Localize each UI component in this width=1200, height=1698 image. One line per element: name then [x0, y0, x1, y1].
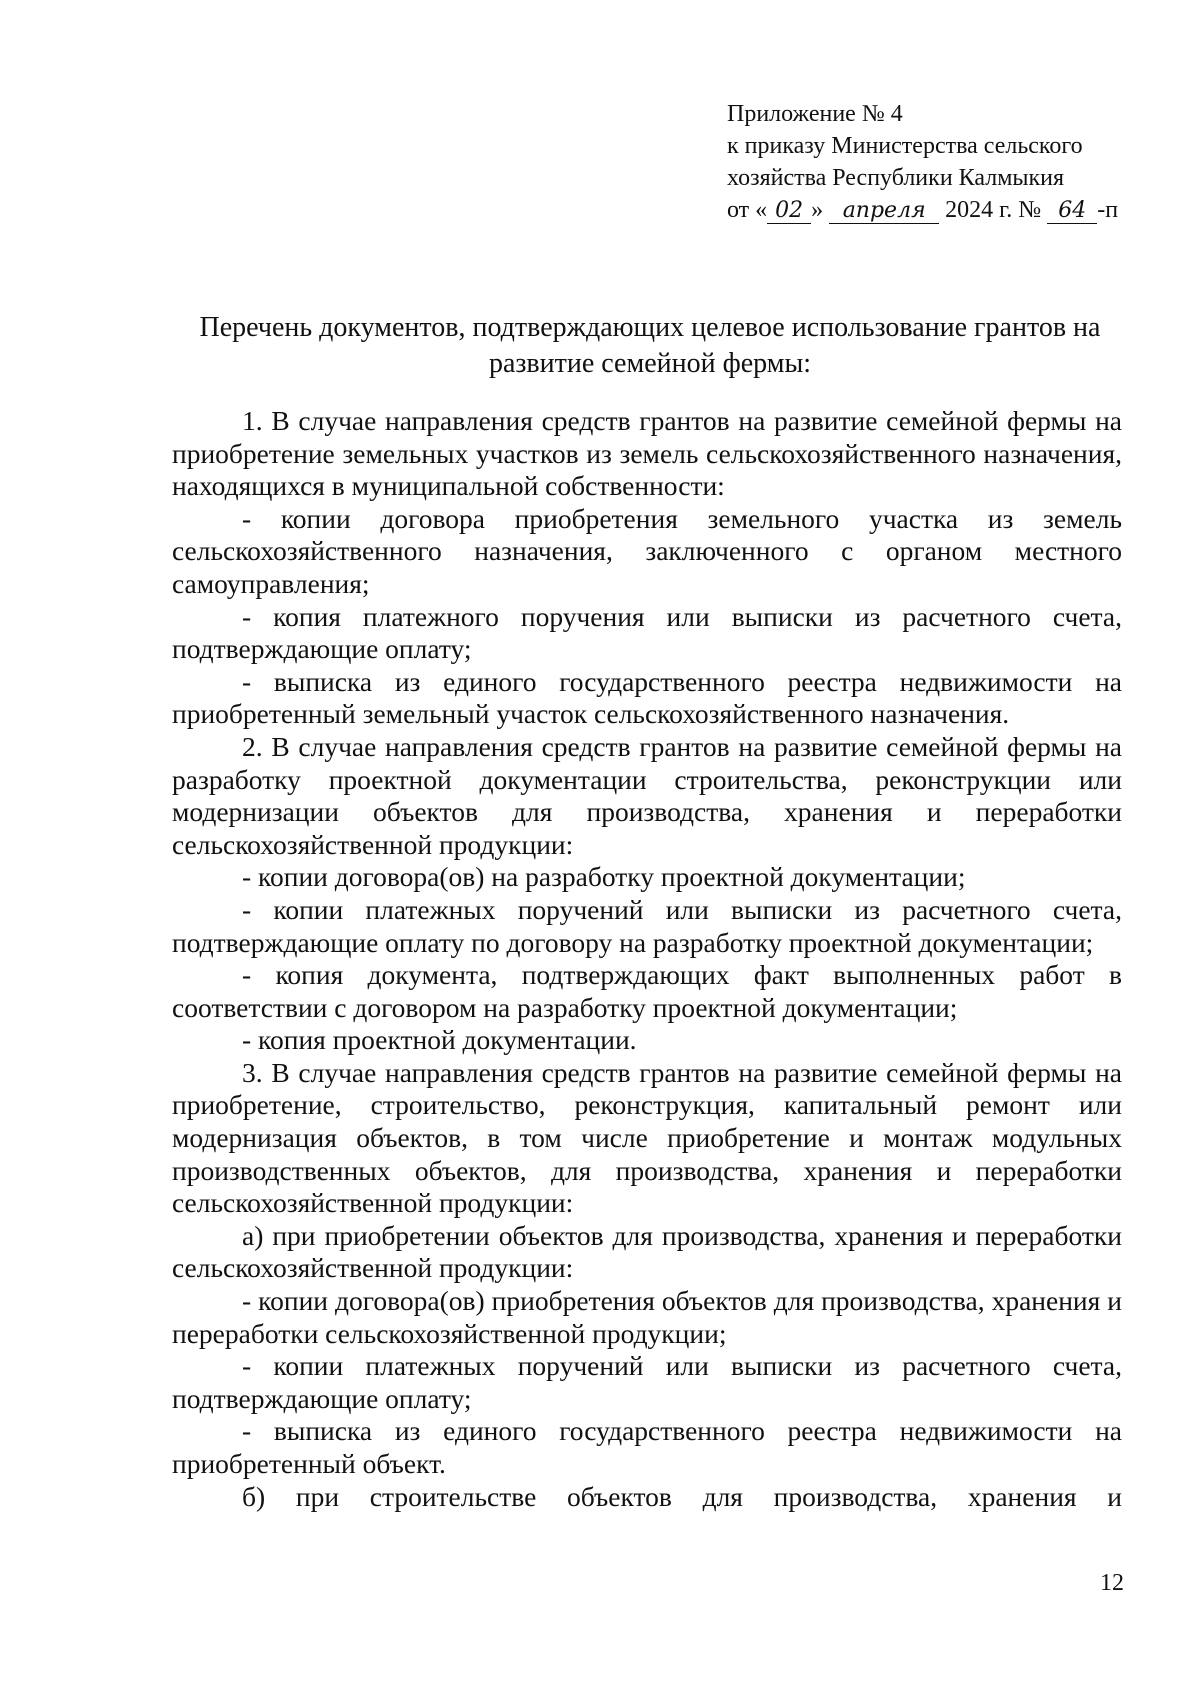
paragraph: - копия проектной документации. — [242, 1024, 637, 1056]
date-mid: » — [811, 197, 824, 223]
appendix-order-ref-2: хозяйства Республики Калмыкия — [727, 165, 1065, 191]
paragraph: - копии платежных поручений или выписки из расчетного счета, подтверждающие оплату; — [172, 1350, 1122, 1414]
paragraph: - выписка из единого государственного реестра недвижимости на приобретенный объект. — [172, 1415, 1122, 1479]
appendix-order-ref-1: к приказу Министерства сельского — [727, 133, 1083, 159]
title-line-1: Перечень документов, подтверждающих целевое использование грантов на — [199, 312, 1101, 343]
paragraph: - выписка из единого государственного реестра недвижимости на приобретенный земельный участок сельскохозяйственного назначения. — [172, 665, 1122, 730]
title-line-2: развитие семейной фермы: — [488, 348, 812, 379]
paragraph: б) при строительстве объектов для производства, хранения и — [242, 1480, 1122, 1512]
paragraph: 2. В случае направления средств грантов на развитие семейной фермы на разработку проектной документации строительства, реконструкции или модернизации объектов для производства, хранения и переработки сельскохозяйственной продукции: — [172, 730, 1122, 860]
date-prefix: от « — [727, 197, 768, 223]
order-suffix: -п — [1097, 197, 1119, 223]
paragraph: 3. В случае направления средств грантов на развитие семейной фермы на приобретение, строительство, реконструкция, капитальный ремонт или модернизация объектов, в том числе приобретение и монтаж модульных производственных объектов, для производства, хранения и переработки сельскохозяйственной продукции: — [172, 1056, 1122, 1219]
paragraph: - копии договора приобретения земельного участка из земель сельскохозяйственного назначения, заключенного с органом местного самоуправления; — [172, 502, 1122, 599]
paragraph: - копия документа, подтверждающих факт выполненных работ в соответствии с договором на разработку проектной документации; — [172, 959, 1122, 1023]
page-number: 12 — [1100, 1570, 1124, 1596]
document-body — [172, 405, 1122, 1513]
appendix-header — [727, 98, 1127, 226]
paragraph: - копии договора(ов) приобретения объектов для производства, хранения и переработки сельскохозяйственной продукции; — [172, 1285, 1122, 1349]
paragraph: - копии платежных поручений или выписки из расчетного счета, подтверждающие оплату по договору на разработку проектной документации; — [172, 893, 1122, 958]
paragraph: - копия платежного поручения или выписки из расчетного счета, подтверждающие оплату; — [172, 600, 1122, 665]
document-title — [170, 310, 1130, 382]
handwritten-day: 02 — [767, 199, 811, 224]
paragraph: а) при приобретении объектов для производства, хранения и переработки сельскохозяйственной продукции: — [172, 1219, 1122, 1284]
appendix-label: Приложение № 4 — [727, 101, 903, 127]
paragraph: 1. В случае направления средств грантов на развитие семейной фермы на приобретение земельных участков из земель сельскохозяйственного назначения, находящихся в муниципальной собственности: — [172, 405, 1122, 502]
appendix-date-line — [727, 194, 1127, 226]
handwritten-month: апреля — [829, 199, 939, 224]
date-year: 2024 г. № — [939, 197, 1048, 223]
paragraph: - копии договора(ов) на разработку проектной документации; — [242, 861, 966, 893]
handwritten-order-number: 64 — [1047, 199, 1097, 224]
